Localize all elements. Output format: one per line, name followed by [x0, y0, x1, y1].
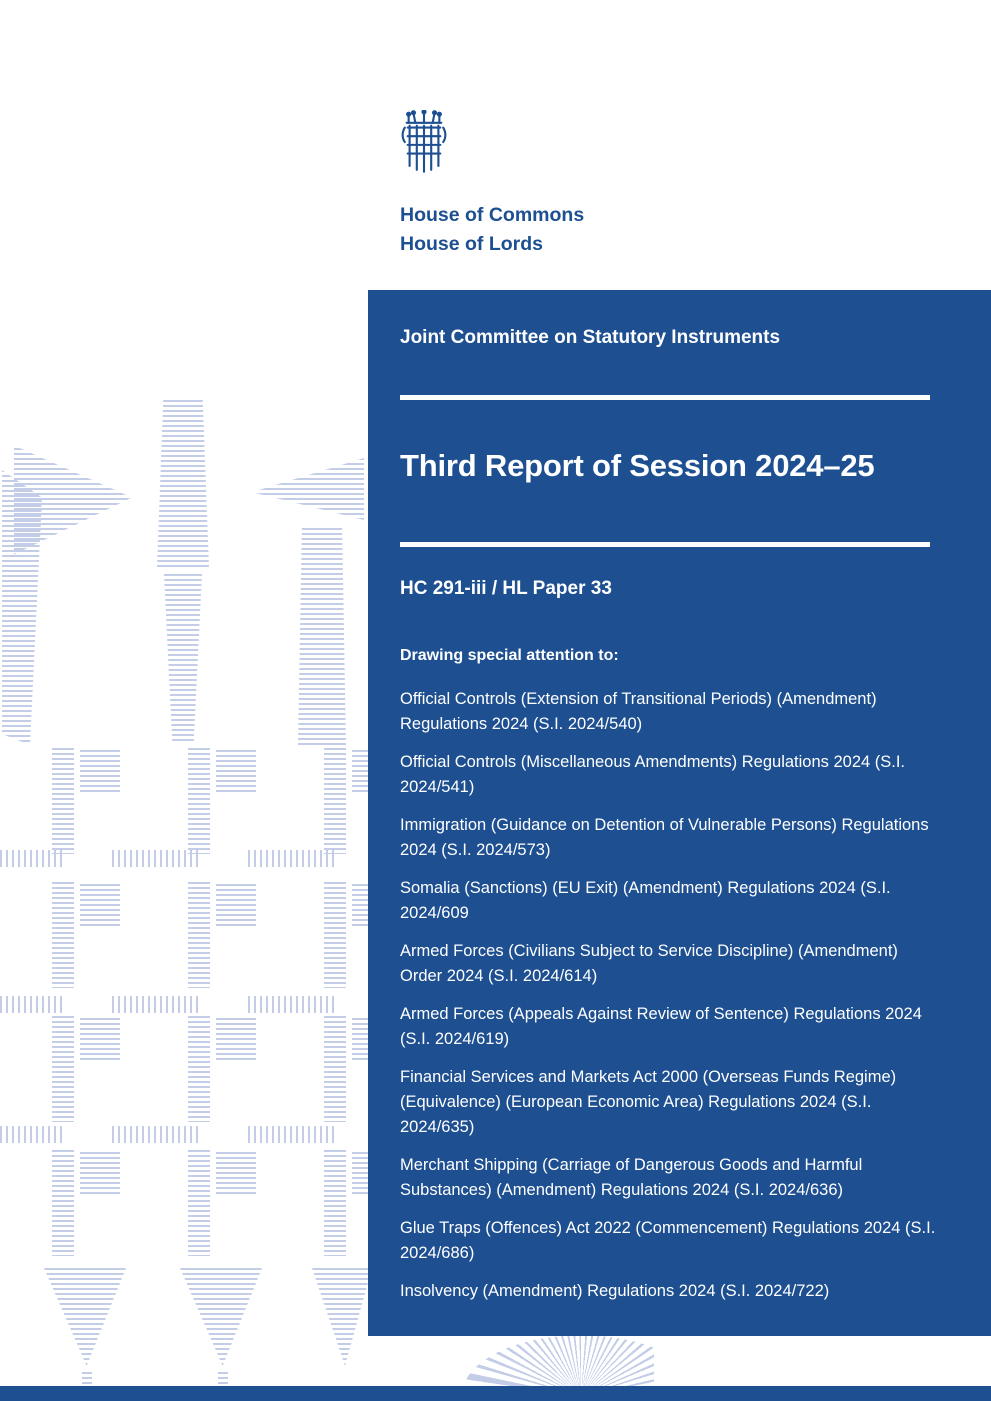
watermark-shape [157, 400, 209, 568]
instrument-item: Merchant Shipping (Carriage of Dangerous Goods and Harmful Substances) (Amendment) Regulations 2024 (S.I. 2024/636) [400, 1156, 863, 1199]
watermark-shape [352, 1152, 368, 1194]
watermark-shape [2, 470, 42, 745]
watermark-shape [188, 882, 210, 988]
watermark-shape [52, 748, 74, 854]
instrument-item: Insolvency (Amendment) Regulations 2024 (S.I. 2024/722) [400, 1282, 830, 1300]
watermark-shape [80, 1018, 120, 1060]
org-names [400, 201, 584, 259]
watermark-shape [298, 528, 346, 746]
org-house-of-commons: House of Commons [400, 204, 585, 226]
committee-name: Joint Committee on Statutory Instruments [400, 327, 781, 348]
watermark-shape [52, 882, 74, 988]
watermark-shape [180, 1268, 262, 1366]
watermark-shape [80, 884, 120, 926]
instrument-item: Official Controls (Miscellaneous Amendments) Regulations 2024 (S.I. 2024/541) [400, 753, 906, 796]
watermark-shape [352, 884, 368, 926]
watermark-shape [80, 1152, 120, 1194]
watermark-shape [352, 1018, 368, 1060]
watermark-shape [188, 748, 210, 854]
divider-rule-bottom [400, 542, 930, 547]
report-title: Third Report of Session 2024–25 [400, 448, 875, 483]
watermark-shape [248, 1126, 336, 1143]
org-house-of-lords: House of Lords [400, 233, 544, 255]
instrument-item: Official Controls (Extension of Transitional Periods) (Amendment) Regulations 2024 (S.I. 2024/540) [400, 690, 877, 733]
watermark-shape [188, 1150, 210, 1256]
watermark-fan [462, 1334, 654, 1394]
instrument-item: Somalia (Sanctions) (EU Exit) (Amendment) Regulations 2024 (S.I. 2024/609 [400, 879, 891, 922]
watermark-shape [188, 1016, 210, 1122]
watermark-shape [216, 750, 256, 792]
watermark-shape [324, 1016, 346, 1122]
portcullis-logo [400, 110, 448, 179]
paper-reference: HC 291-iii / HL Paper 33 [400, 578, 612, 599]
watermark-shape [324, 748, 346, 854]
watermark-shape [44, 1268, 126, 1366]
watermark-shape [248, 996, 336, 1013]
instrument-item: Armed Forces (Civilians Subject to Service Discipline) (Amendment) Order 2024 (S.I. 2024/614) [400, 942, 898, 985]
watermark-shape [324, 1150, 346, 1256]
footer-bar [0, 1386, 991, 1401]
instrument-list [400, 687, 940, 1304]
divider-rule-top [400, 395, 930, 400]
watermark-shape [0, 996, 62, 1013]
watermark-shape [0, 850, 62, 867]
watermark-shape [52, 1150, 74, 1256]
watermark-shape [112, 850, 198, 867]
watermark-shape [112, 1126, 198, 1143]
instrument-item: Immigration (Guidance on Detention of Vulnerable Persons) Regulations 2024 (S.I. 2024/573) [400, 816, 929, 859]
watermark-shape [52, 1016, 74, 1122]
watermark-shape [80, 750, 120, 792]
watermark-shape [312, 1268, 372, 1366]
watermark-shape [216, 1152, 256, 1194]
portcullis-icon [400, 110, 448, 174]
watermark-shape [112, 996, 198, 1013]
watermark-shape [216, 884, 256, 926]
watermark-shape [352, 750, 368, 792]
report-panel [368, 290, 991, 1336]
watermark-shape [252, 458, 364, 520]
watermark-shape [0, 1126, 62, 1143]
instrument-item: Glue Traps (Offences) Act 2022 (Commencement) Regulations 2024 (S.I. 2024/686) [400, 1219, 936, 1262]
instrument-item: Financial Services and Markets Act 2000 (Overseas Funds Regime) (Equivalence) (European Economic Area) Regulations 2024 (S.I. 2024/635) [400, 1068, 897, 1136]
watermark-shape [248, 850, 336, 867]
instrument-item: Armed Forces (Appeals Against Review of Sentence) Regulations 2024 (S.I. 2024/619) [400, 1005, 922, 1048]
watermark-shape [324, 882, 346, 988]
watermark-shape [216, 1018, 256, 1060]
watermark-shape [164, 574, 202, 744]
attention-heading: Drawing special attention to: [400, 647, 619, 664]
